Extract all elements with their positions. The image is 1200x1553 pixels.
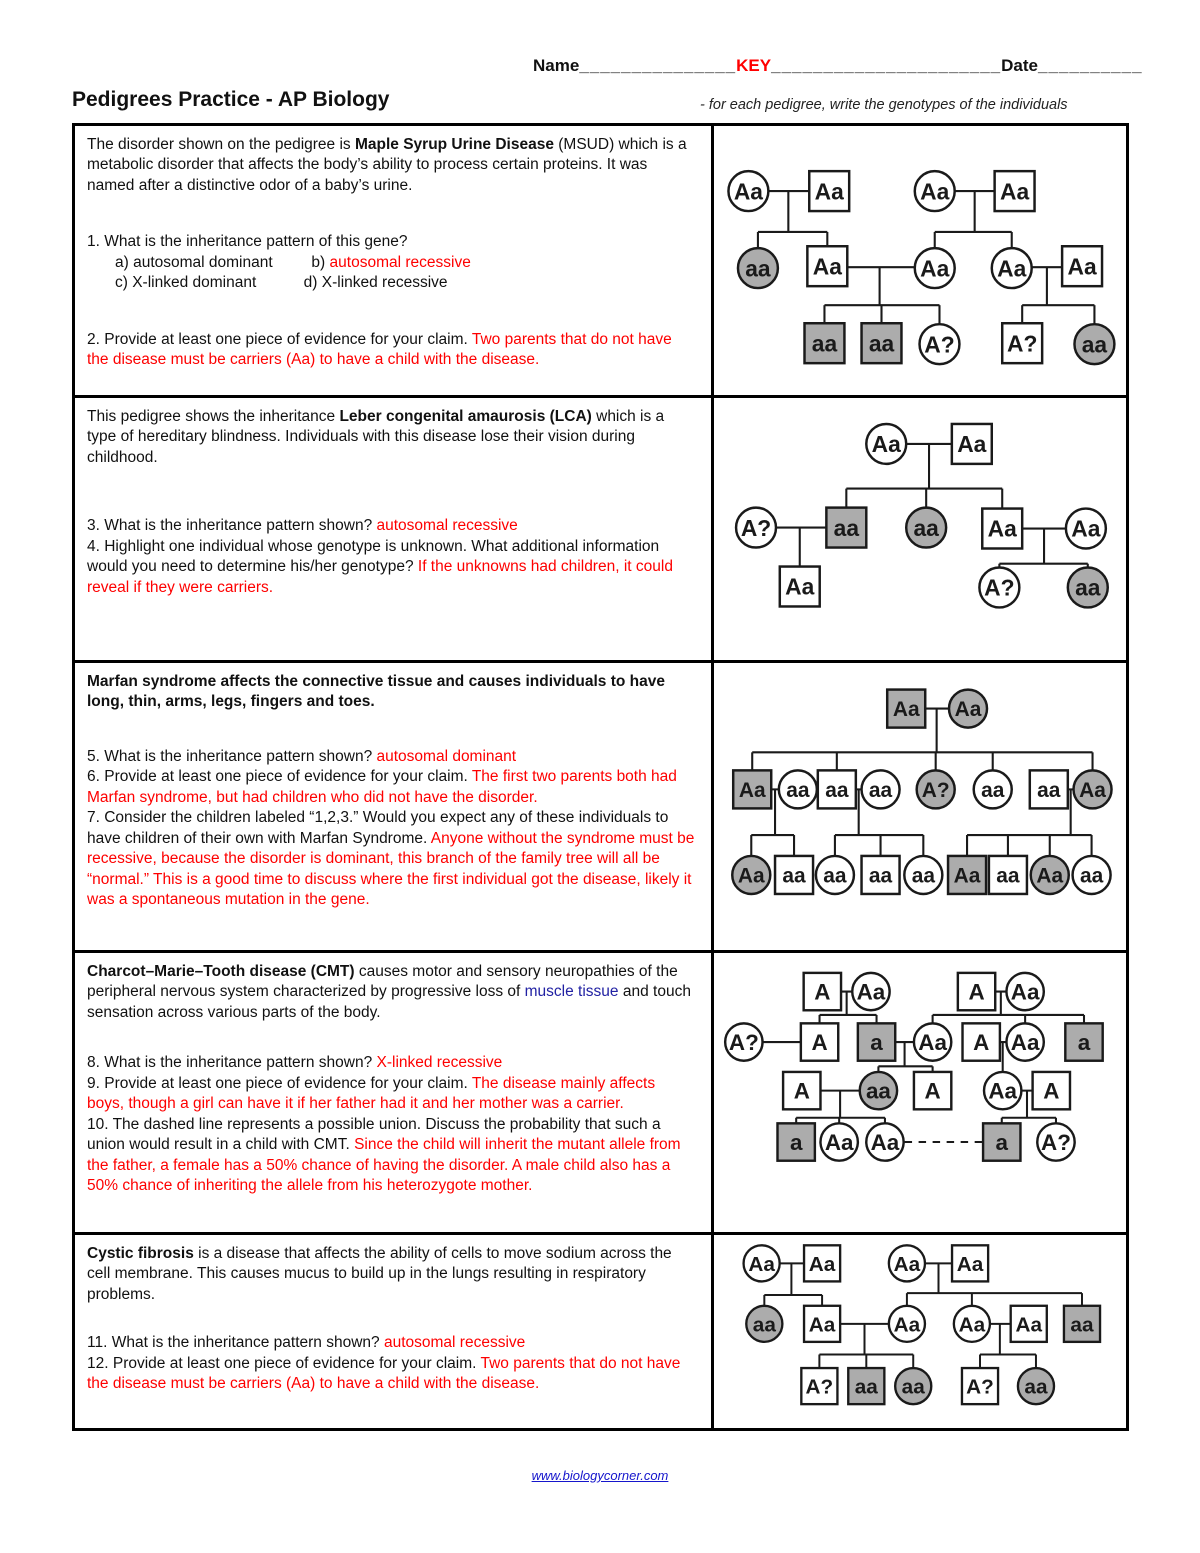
pedigree-individual-male: [848, 1368, 884, 1404]
genotype-label: Aa: [1071, 515, 1101, 542]
genotype-label: Aa: [954, 698, 982, 722]
genotype-label: Aa: [988, 1078, 1018, 1104]
genotype-label: Aa: [733, 178, 763, 205]
text-segment: 4. Highlight one individual whose genotype is unknown. What additional information would you need to determine his/her genotype?: [87, 537, 660, 576]
date-blank: __________: [1037, 56, 1143, 75]
pedigree-individual-male: [862, 323, 902, 363]
genotype-label: Aa: [953, 864, 981, 888]
pedigree-individual-male: [733, 770, 771, 808]
genotype-label: a: [1077, 1030, 1091, 1056]
genotype-label: a: [789, 1130, 803, 1156]
genotype-label: A: [973, 1030, 990, 1056]
genotype-label: aa: [1037, 778, 1061, 802]
genotype-label: Aa: [957, 431, 987, 458]
name-label: Name: [533, 56, 580, 75]
genotype-label: Aa: [812, 253, 842, 280]
pedigree-individual-male: [804, 1245, 840, 1281]
pedigree-individual-male: [807, 246, 847, 286]
pedigree-individual-female: [860, 1072, 897, 1109]
worksheet-table: [72, 123, 1129, 1431]
genotype-label: aa: [1079, 864, 1104, 888]
genotype-label: A?: [740, 514, 772, 541]
genotype-label: A: [924, 1078, 941, 1104]
genotype-label: a: [995, 1130, 1009, 1156]
genotype-label: Aa: [956, 1252, 984, 1276]
genotype-label: aa: [1024, 1375, 1048, 1399]
pedigree-individual-female: [949, 690, 987, 728]
genotype-label: Aa: [808, 1313, 836, 1337]
text-segment: 12. Provide at least one piece of evidence for your claim.: [87, 1354, 481, 1372]
pedigree-individual-male: [962, 1368, 998, 1404]
genotype-label: Aa: [785, 573, 815, 600]
pedigree-individual-female: [816, 856, 854, 894]
genotype-label: aa: [1070, 1313, 1094, 1337]
key-answer: KEY: [736, 56, 772, 75]
pedigree-individual-female: [906, 508, 946, 548]
text-segment: a) autosomal dominant b): [115, 253, 330, 271]
pedigree-individual-female: [895, 1368, 931, 1404]
cell-text-marfan: [75, 663, 711, 950]
genotype-label: aa: [752, 1313, 776, 1337]
text-segment: muscle tissue: [524, 983, 619, 1001]
genotype-label: a: [870, 1030, 883, 1056]
pedigree-individual-male: [801, 1023, 838, 1060]
paragraph: [87, 1115, 695, 1197]
pedigree-chart: [718, 957, 1122, 1228]
genotype-label: Aa: [1036, 864, 1064, 888]
text-segment: (MSUD) which is a metabolic disorder that affects the body’s ability to process certain proteins. It was named after a distinctive odor of a baby’s urine.: [87, 136, 687, 194]
cell-text-cystic-fibrosis: [75, 1235, 711, 1428]
pedigree-individual-male: [1065, 1023, 1102, 1060]
pedigree-individual-male: [963, 1023, 1000, 1060]
paragraph: [87, 516, 695, 536]
genotype-label: Aa: [1010, 979, 1040, 1005]
pedigree-individual-female: [1066, 509, 1106, 549]
pedigree-individual-male: [1062, 246, 1102, 286]
text-segment: The first two parents both had Marfan syndrome, but had children who did not have the disorder.: [87, 768, 677, 806]
pedigree-individual-female: [1037, 1123, 1074, 1160]
page-subtitle: - for each pedigree, write the genotypes of the individuals: [700, 97, 1068, 113]
pedigree-chart: [718, 402, 1122, 656]
pedigree-individual-male: [952, 1245, 988, 1281]
cell-text-lca: [75, 398, 711, 660]
genotype-label: aa: [981, 778, 1005, 802]
pedigree-msud: [711, 126, 1126, 395]
pedigree-individual-female: [866, 1123, 903, 1160]
genotype-label: Aa: [737, 864, 765, 888]
pedigree-individual-male: [777, 1123, 814, 1160]
name-key-date-line: [533, 56, 1143, 76]
text-segment: Two parents that do not have the disease must be carriers (Aa) to have a child with the disease.: [87, 1354, 681, 1393]
pedigree-individual-female: [1074, 770, 1112, 808]
pedigree-individual-female: [974, 770, 1012, 808]
pedigree-individual-female: [992, 248, 1032, 288]
pedigree-individual-male: [914, 1072, 951, 1109]
paragraph: [87, 330, 695, 371]
text-segment: Marfan syndrome affects the connective tissue and causes individuals to have long, thin, arms, legs, fingers and toes.: [87, 673, 665, 711]
pedigree-individual-female: [746, 1306, 782, 1342]
genotype-label: aa: [913, 514, 939, 541]
pedigree-individual-male: [818, 770, 856, 808]
genotype-label: Aa: [748, 1252, 775, 1276]
text-segment: 7. Consider the children labeled “1,2,3.” Would you expect any of these individuals to have children of their own with Marfan Syndrome.: [87, 809, 669, 847]
paragraph: [87, 1333, 695, 1353]
pedigree-individual-male: [958, 973, 995, 1010]
pedigree-individual-female: [979, 567, 1019, 607]
pedigree-individual-male: [995, 171, 1035, 211]
biologycorner-link[interactable]: www.biologycorner.com: [531, 1468, 669, 1483]
genotype-label: Aa: [987, 515, 1017, 542]
pedigree-individual-female: [725, 1023, 762, 1060]
pedigree-individual-female: [736, 508, 776, 548]
text-segment: which is a type of hereditary blindness. Individuals with this disease lose their vision during childhood.: [87, 408, 665, 466]
pedigree-individual-male: [1033, 1072, 1070, 1109]
row-cmt: [75, 950, 1126, 1232]
text-segment: If the unknowns had children, it could reveal if they were carriers.: [87, 558, 673, 596]
pedigree-individual-female: [917, 770, 955, 808]
pedigree-individual-male: [887, 690, 925, 728]
text-segment: 8. What is the inheritance pattern shown?: [87, 1054, 377, 1072]
genotype-label: A: [968, 979, 985, 1005]
genotype-label: Aa: [738, 778, 766, 802]
genotype-label: A: [814, 979, 831, 1005]
genotype-label: Aa: [918, 1030, 947, 1056]
genotype-label: A?: [1006, 330, 1038, 357]
pedigree-individual-female: [1006, 973, 1043, 1010]
text-segment: X-linked recessive: [376, 1054, 503, 1072]
text-segment: 2. Provide at least one piece of evidence for your claim.: [87, 330, 472, 348]
pedigree-chart: [718, 1239, 1122, 1424]
genotype-label: A?: [805, 1375, 834, 1399]
pedigree-individual-male: [805, 323, 845, 363]
paragraph: [87, 407, 695, 468]
pedigree-individual-male: [989, 856, 1027, 894]
pedigree-individual-male: [801, 1368, 837, 1404]
row-msud: [75, 126, 1126, 395]
genotype-label: Aa: [1067, 253, 1097, 280]
pedigree-individual-female: [738, 248, 778, 288]
genotype-label: Aa: [1000, 178, 1030, 205]
cell-text-cmt: [75, 953, 711, 1232]
pedigree-individual-female: [820, 1123, 857, 1160]
pedigree-individual-female: [1073, 856, 1111, 894]
genotype-label: aa: [1081, 331, 1108, 358]
pedigree-individual-male: [1011, 1306, 1047, 1342]
pedigree-individual-female: [728, 171, 768, 211]
genotype-label: Aa: [1015, 1313, 1043, 1337]
pedigree-individual-male: [826, 508, 866, 548]
pedigree-individual-female: [1018, 1368, 1054, 1404]
genotype-label: Aa: [958, 1313, 986, 1337]
text-segment: is a disease that affects the ability of cells to move sodium across the cell membrane. This causes mucus to build up in the lungs resulting in respiratory problems.: [87, 1245, 672, 1303]
pedigree-individual-male: [809, 171, 849, 211]
paragraph: [87, 808, 695, 910]
pedigree-individual-male: [1002, 323, 1042, 363]
genotype-label: Aa: [870, 1130, 900, 1156]
text-segment: autosomal recessive: [383, 1334, 526, 1352]
text-segment: 1. What is the inheritance pattern of this gene?: [87, 233, 408, 251]
text-segment: Anyone without the syndrome must be recessive, because the disorder is dominant, this branch of the family tree will all be “normal.” This is a good time to discuss where the first individual got the disease, likely it was a spontaneous mutation in the gene.: [87, 829, 695, 909]
genotype-label: aa: [823, 864, 847, 888]
row-cystic-fibrosis: [75, 1232, 1126, 1428]
cell-text-msud: [75, 126, 711, 395]
paragraph: [87, 135, 695, 196]
genotype-label: aa: [854, 1375, 878, 1399]
pedigree-individual-female: [1006, 1023, 1043, 1060]
pedigree-individual-male: [804, 1306, 840, 1342]
pedigree-individual-female: [904, 856, 942, 894]
pedigree-individual-male: [948, 856, 986, 894]
pedigree-chart: [718, 667, 1122, 946]
pedigree-individual-male: [775, 856, 813, 894]
genotype-label: aa: [901, 1375, 925, 1399]
pedigree-individual-female: [889, 1306, 925, 1342]
pedigree-individual-male: [983, 1123, 1020, 1160]
genotype-label: aa: [996, 864, 1020, 888]
text-segment: autosomal recessive: [329, 253, 471, 271]
pedigree-individual-female: [779, 770, 817, 808]
genotype-label: aa: [868, 778, 893, 802]
pedigree-individual-female: [1031, 856, 1069, 894]
date-label: Date: [1001, 56, 1038, 75]
pedigree-individual-male: [952, 424, 992, 464]
text-segment: 3. What is the inheritance pattern shown?: [87, 517, 377, 535]
text-segment: causes motor and sensory neuropathies of the peripheral nervous system characterized by progressive loss of: [87, 963, 678, 1001]
footer: [0, 1467, 1200, 1485]
pedigree-marfan: [711, 663, 1126, 950]
genotype-label: aa: [833, 514, 860, 541]
text-segment: autosomal dominant: [376, 747, 517, 765]
pedigree-individual-female: [984, 1072, 1021, 1109]
genotype-label: A?: [1041, 1130, 1071, 1156]
row-lca: [75, 395, 1126, 660]
genotype-label: aa: [1075, 574, 1101, 601]
genotype-label: Aa: [893, 1252, 921, 1276]
pedigree-individual-female: [744, 1245, 780, 1281]
paragraph: [87, 962, 695, 1023]
text-segment: and touch sensation across various parts of the body.: [87, 983, 691, 1021]
genotype-label: A: [811, 1030, 828, 1056]
text-segment: c) X-linked dominant d) X-linked recessive: [115, 274, 448, 292]
genotype-label: A?: [984, 574, 1015, 601]
genotype-label: Aa: [856, 979, 886, 1005]
genotype-label: aa: [825, 778, 849, 802]
genotype-label: Aa: [814, 178, 844, 205]
pedigree-individual-female: [920, 324, 960, 364]
paragraph: [87, 273, 695, 293]
text-segment: 5. What is the inheritance pattern shown?: [87, 747, 377, 765]
pedigree-individual-female: [1074, 324, 1114, 364]
genotype-label: aa: [911, 864, 935, 888]
paragraph: [87, 767, 695, 808]
pedigree-cmt: [711, 953, 1126, 1232]
text-segment: autosomal recessive: [376, 517, 518, 535]
genotype-label: aa: [868, 864, 893, 888]
pedigree-individual-female: [954, 1306, 990, 1342]
genotype-label: Aa: [1079, 778, 1106, 802]
pedigree-individual-male: [804, 973, 841, 1010]
pedigree-individual-male: [1030, 770, 1068, 808]
pedigree-individual-female: [732, 856, 770, 894]
genotype-label: Aa: [997, 255, 1027, 282]
pedigree-individual-female: [914, 1023, 951, 1060]
text-segment: Two parents that do not have the disease must be carriers (Aa) to have a child with the disease.: [87, 330, 672, 369]
text-segment: 6. Provide at least one piece of evidence for your claim.: [87, 768, 472, 786]
name-blank: _______________: [579, 56, 737, 75]
pedigree-individual-male: [858, 1023, 895, 1060]
page-title: Pedigrees Practice - AP Biology: [72, 88, 390, 111]
paragraph: [87, 1053, 695, 1073]
text-segment: The disorder shown on the pedigree is: [87, 136, 355, 153]
text-segment: This pedigree shows the inheritance: [87, 408, 340, 425]
genotype-label: Aa: [824, 1130, 854, 1156]
genotype-label: A?: [924, 331, 955, 358]
genotype-label: A?: [966, 1375, 994, 1399]
paragraph: [87, 747, 695, 767]
pedigree-individual-male: [862, 856, 900, 894]
paragraph: [87, 537, 695, 598]
paragraph: [87, 1074, 695, 1115]
pedigree-chart: [718, 130, 1122, 391]
pedigree-individual-female: [915, 171, 955, 211]
genotype-label: A?: [921, 778, 950, 802]
pedigree-individual-male: [780, 567, 820, 607]
text-segment: 9. Provide at least one piece of evidence for your claim.: [87, 1074, 472, 1092]
genotype-label: Aa: [1010, 1030, 1040, 1056]
paragraph: [87, 253, 695, 273]
pedigree-individual-female: [852, 973, 889, 1010]
pedigree-individual-male: [982, 509, 1022, 549]
genotype-label: aa: [745, 255, 771, 282]
text-segment: Maple Syrup Urine Disease: [354, 136, 554, 153]
pedigree-individual-male: [1064, 1306, 1100, 1342]
genotype-label: Aa: [920, 255, 950, 282]
pedigree-individual-female: [889, 1245, 925, 1281]
genotype-label: aa: [782, 864, 806, 888]
text-segment: Charcot–Marie–Tooth disease (CMT): [87, 963, 355, 980]
pedigree-individual-female: [862, 770, 900, 808]
paragraph: [87, 232, 695, 252]
key-blank: ______________________: [771, 56, 1002, 75]
row-marfan: [75, 660, 1126, 950]
genotype-label: aa: [865, 1078, 891, 1104]
text-segment: Since the child will inherit the mutant allele from the father, a female has a 50% chance of having the disorder. A male child also has a 50% chance of inheriting the allele from his heterozygote mother.: [87, 1136, 681, 1195]
text-segment: The disease mainly affects boys, though a girl can have it if her father had it and her mother was a carrier.: [87, 1074, 656, 1113]
paragraph: [87, 672, 695, 713]
pedigree-cystic-fibrosis: [711, 1235, 1126, 1428]
text-segment: Cystic fibrosis: [87, 1245, 194, 1262]
pedigree-lca: [711, 398, 1126, 660]
genotype-label: Aa: [893, 1313, 921, 1337]
genotype-label: aa: [868, 330, 895, 357]
genotype-label: A?: [728, 1030, 759, 1056]
pedigree-individual-female: [1068, 567, 1108, 607]
paragraph: [87, 1354, 695, 1395]
paragraph: [87, 1244, 695, 1305]
genotype-label: Aa: [920, 178, 950, 205]
genotype-label: Aa: [871, 431, 901, 458]
text-segment: Leber congenital amaurosis (LCA): [339, 408, 592, 425]
genotype-label: A: [793, 1078, 810, 1104]
pedigree-individual-female: [915, 248, 955, 288]
text-segment: 10. The dashed line represents a possible union. Discuss the probability that such a union would result in a child with CMT.: [87, 1115, 661, 1154]
genotype-label: Aa: [892, 698, 920, 722]
pedigree-individual-female: [866, 424, 906, 464]
genotype-label: A: [1043, 1078, 1060, 1104]
genotype-label: aa: [786, 778, 810, 802]
pedigree-individual-male: [783, 1072, 820, 1109]
genotype-label: aa: [811, 330, 838, 357]
text-segment: 11. What is the inheritance pattern shown?: [87, 1334, 384, 1352]
genotype-label: Aa: [808, 1252, 836, 1276]
